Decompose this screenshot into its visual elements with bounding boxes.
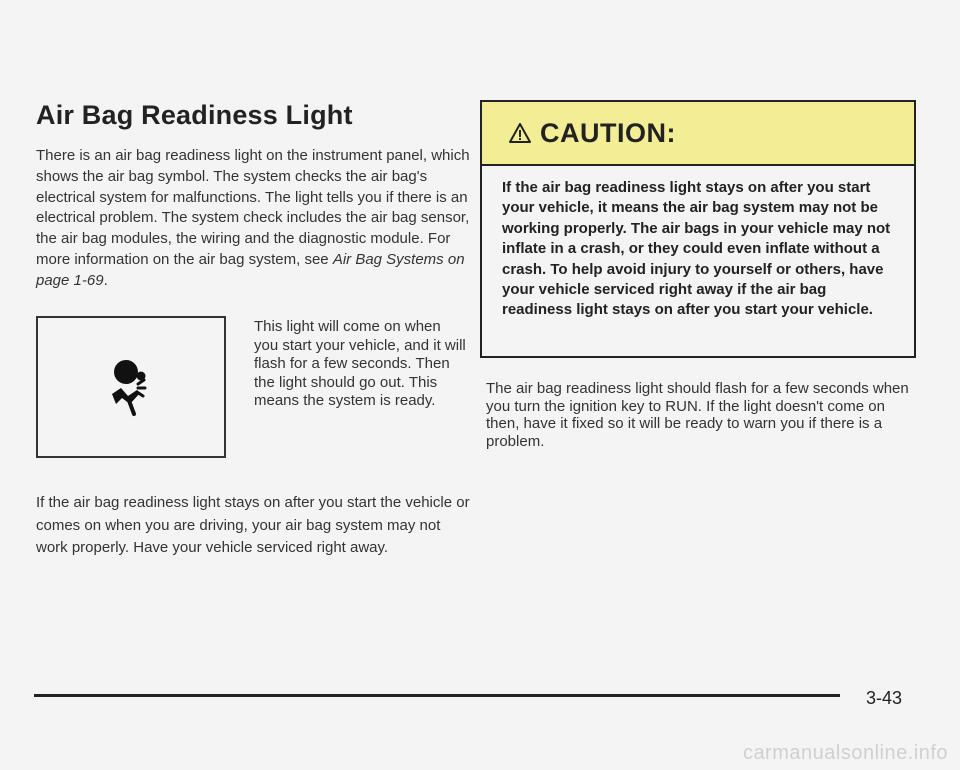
intro-reference-link[interactable]: Air Bag Systems on page 1-69 — [36, 250, 465, 289]
light-description: This light will come on when you start your vehicle, and it will flash for a few seconds. Then the light should go out. This means the system is ready. — [254, 318, 466, 410]
footer-rule — [34, 694, 840, 697]
page-number: 3-43 — [866, 688, 903, 708]
intro-text: There is an air bag readiness light on the instrument panel, which shows the air bag symbol. The system checks the air bag's electrical system for malfunctions. The light tells you if there is an electrical problem. The system check includes the air bag sensor, the air bag modules, the wiring and the diagnostic module. For more information on the air bag system, see — [36, 147, 470, 268]
warning-triangle-icon — [508, 122, 532, 144]
intro-end: . — [103, 271, 108, 289]
caution-header — [482, 102, 914, 166]
airbag-light-symbol-box — [36, 316, 226, 458]
caution-body: If the air bag readiness light stays on after you start your vehicle, it means the air bag system may not be working properly. The air bags in your vehicle may not inflate in a crash, or they could even inflate without a crash. To help avoid injury to yourself or others, have your vehicle serviced right away if the air bag readiness light stays on after you start your vehicle. — [502, 179, 891, 319]
warning-paragraph: If the air bag readiness light stays on after you start the vehicle or comes on when you are driving, your air bag system may not work properly. Have your vehicle serviced right away. — [36, 494, 470, 556]
run-check-paragraph: The air bag readiness light should flash for a few seconds when you turn the ignition key to RUN. If the light doesn't come on then, have it fixed so it will be ready to warn you if there is a problem. — [486, 380, 909, 450]
watermark: carmanualsonline.info — [742, 742, 948, 764]
section-title: Air Bag Readiness Light — [36, 100, 353, 130]
airbag-readiness-icon — [108, 358, 160, 420]
caution-box — [480, 100, 916, 358]
intro-paragraph — [36, 146, 476, 292]
caution-label: CAUTION: — [540, 117, 676, 148]
